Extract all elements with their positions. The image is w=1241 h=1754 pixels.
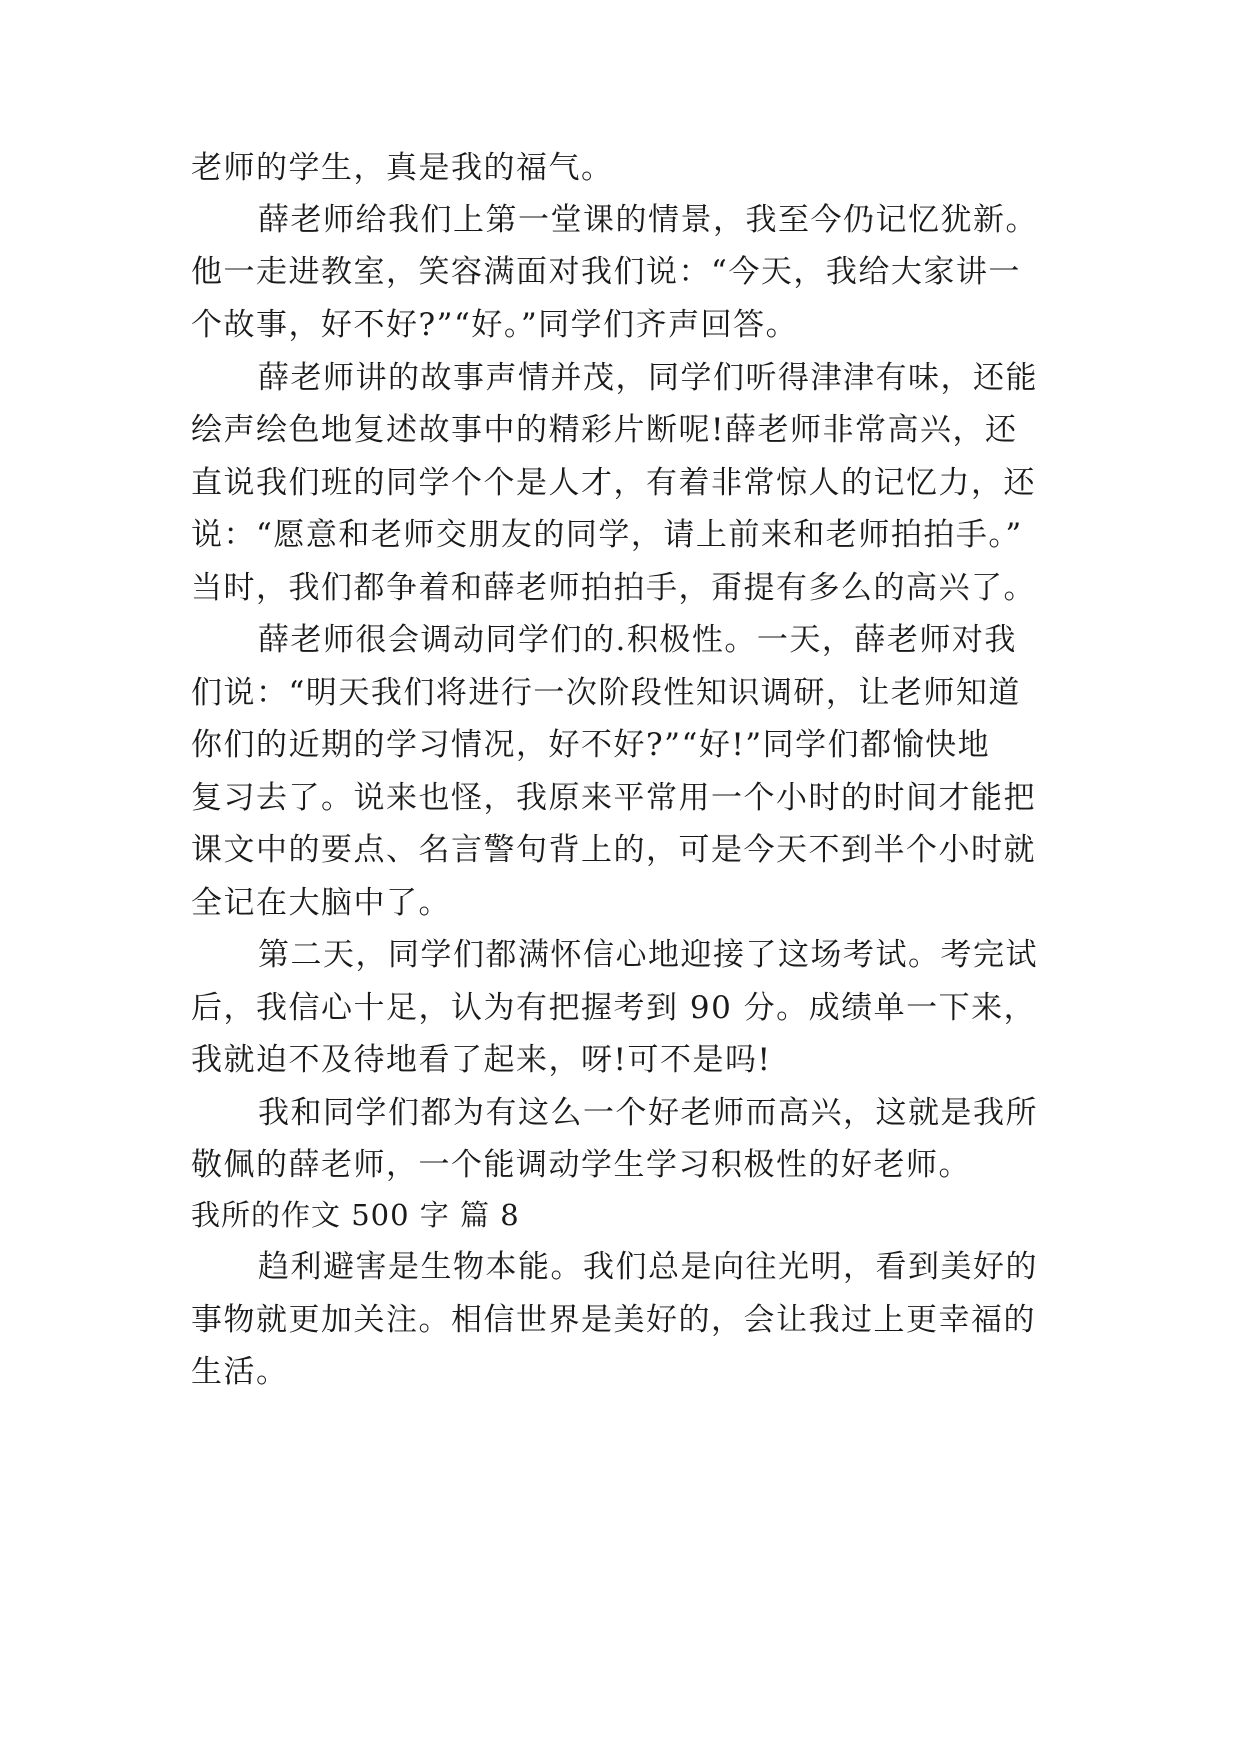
paragraph-line: 薛老师给我们上第一堂课的情景，我至今仍记忆犹新。 xyxy=(258,202,1038,238)
paragraph-line: 直说我们班的同学个个是人才，有着非常惊人的记忆力，还 xyxy=(191,465,1036,501)
paragraph-line: 说：“愿意和老师交朋友的同学，请上前来和老师拍拍手。” xyxy=(191,517,1023,553)
paragraph-line: 趋利避害是生物本能。我们总是向往光明，看到美好的 xyxy=(258,1249,1038,1285)
paragraph-line: 复习去了。说来也怪，我原来平常用一个小时的时间才能把 xyxy=(191,780,1036,816)
paragraph-line: 个故事，好不好?”“好。”同学们齐声回答。 xyxy=(191,307,799,343)
paragraph-line: 敬佩的薛老师，一个能调动学生学习积极性的好老师。 xyxy=(191,1147,971,1183)
paragraph-line: 我和同学们都为有这么一个好老师而高兴，这就是我所 xyxy=(258,1095,1038,1131)
paragraph-line: 薛老师很会调动同学们的.积极性。一天，薛老师对我 xyxy=(258,622,1017,658)
paragraph-line: 你们的近期的学习情况，好不好?”“好!”同学们都愉快地 xyxy=(191,727,991,763)
paragraph-line: 全记在大脑中了。 xyxy=(191,885,451,921)
paragraph-line: 老师的学生，真是我的福气。 xyxy=(191,150,614,186)
paragraph-line: 绘声绘色地复述故事中的精彩片断呢!薛老师非常高兴，还 xyxy=(191,412,1018,448)
paragraph-line: 后，我信心十足，认为有把握考到 90 分。成绩单一下来， xyxy=(191,990,1037,1026)
paragraph-line: 薛老师讲的故事声情并茂，同学们听得津津有味，还能 xyxy=(258,360,1038,396)
paragraph-line: 课文中的要点、名言警句背上的，可是今天不到半个小时就 xyxy=(191,832,1036,868)
paragraph-line: 事物就更加关注。相信世界是美好的，会让我过上更幸福的 xyxy=(191,1302,1036,1338)
paragraph-line: 当时，我们都争着和薛老师拍拍手，甭提有多么的高兴了。 xyxy=(191,570,1036,606)
paragraph-line: 我就迫不及待地看了起来，呀!可不是吗! xyxy=(191,1042,772,1078)
section-heading: 我所的作文 500 字 篇 8 xyxy=(191,1198,520,1232)
paragraph-line: 生活。 xyxy=(191,1354,289,1390)
paragraph-line: 第二天，同学们都满怀信心地迎接了这场考试。考完试 xyxy=(258,937,1038,973)
paragraph-line: 他一走进教室，笑容满面对我们说：“今天，我给大家讲一 xyxy=(191,254,1021,290)
paragraph-line: 们说：“明天我们将进行一次阶段性知识调研，让老师知道 xyxy=(191,675,1021,711)
